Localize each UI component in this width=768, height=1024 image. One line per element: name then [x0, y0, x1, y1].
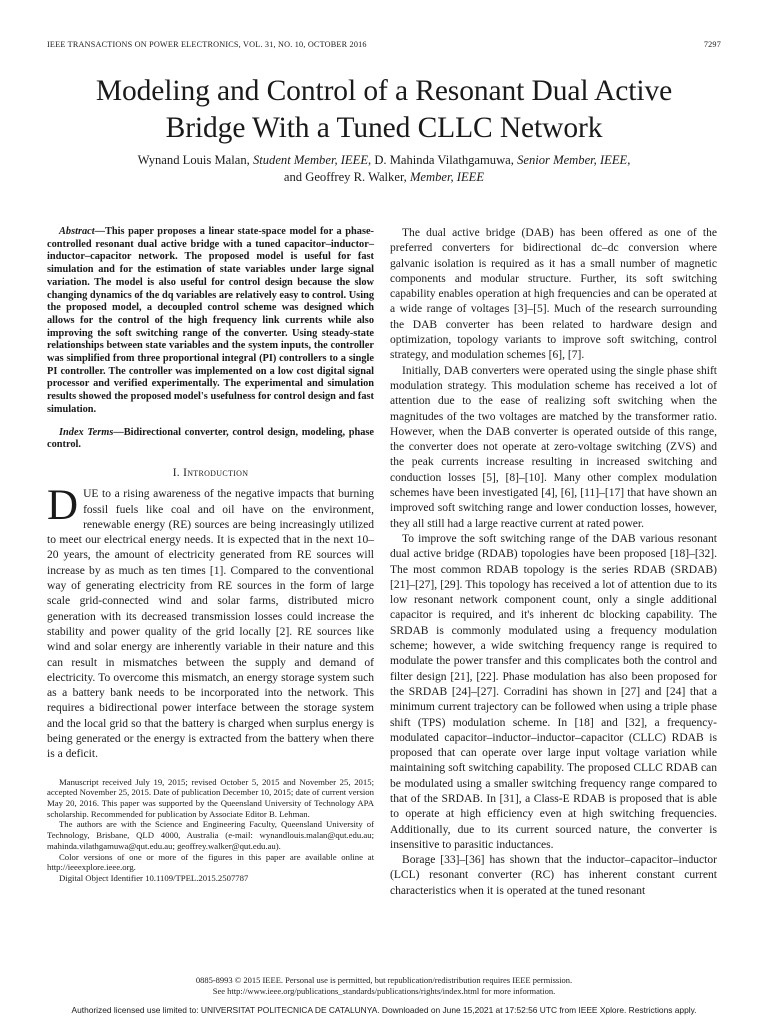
footnote-affiliation: The authors are with the Science and Engineering Faculty, Queensland University of Technology, Brisbane, QLD 4000, Australia (e-mail: wynandlouis.malan@qut.edu.au; mahinda.vilathgamuwa@qut.edu.au; geoffrey.walker@qut.edu.au). — [47, 819, 374, 851]
copyright-line: 0885-8993 © 2015 IEEE. Personal use is permitted, but republication/redistribution requires IEEE permission. — [195, 975, 573, 985]
intro-paragraph — [47, 482, 374, 762]
index-terms-text: —Bidirectional converter, control design, modeling, phase control. — [47, 426, 374, 451]
title-line-2: Bridge With a Tuned CLLC Network — [165, 112, 603, 144]
section-title: Introduction — [183, 466, 249, 479]
body-paragraph: The dual active bridge (DAB) has been offered as one of the preferred converters for bidirectional dc–dc conversion where galvanic isolation is required as it has a small number of magnetic components and modular structure. Further, its soft switching capability enables operation at high frequencies and can be operated at a wide range of voltages [3]–[5]. Much of the research surrounding the DAB converter has been related to hardware design and optimization, topology variants to improve soft switching, control strategy, and modulation schemes [6], [7]. — [390, 227, 717, 362]
index-terms-label: Index Terms — [59, 426, 114, 438]
index-terms — [47, 427, 374, 452]
page-number: 7297 — [703, 40, 721, 49]
author-list — [60, 152, 708, 186]
journal-header: IEEE TRANSACTIONS ON POWER ELECTRONICS, VOL. 31, NO. 10, OCTOBER 2016 — [47, 40, 367, 49]
paper-title — [60, 73, 708, 147]
author-connector: and — [283, 170, 303, 184]
abstract — [47, 226, 374, 417]
intro-paragraph-text: UE to a rising awareness of the negative impacts that burning fossil fuels like coal and oil have on the environment, renewable energy (RE) sources are being increasingly utilized to meet our electrical energy needs. It is expected that in the next 10–20 years, the amount of electricity generated from RE sources will increase by as much as ten times [1]. Compared to the conventional way of generating electricity from RE sources in the form of large scale grid-connected wind and solar farms, distributed micro generation with its decreased transmission losses could increase the stability and power quality of the grid locally [2]. RE sources like wind and solar energy are inherently variable in their nature and this can result in mismatches between the supply and demand of electricity. To overcome this mismatch, an energy storage system such as a battery bank needs to be incorporated into the network. This requires a bidirectional power interface between the storage system and the local grid so that the battery is charged when surplus energy is being generated or the energy is extracted from the battery when there is a deficit. — [47, 488, 374, 761]
author-role: Senior Member, IEEE — [517, 153, 628, 167]
license-notice: Authorized licensed use limited to: UNIVERSITAT POLITECNICA DE CATALUNYA. Downloaded on June 15,2021 at 17:52:56 UTC from IEEE Xplore. Restrictions apply. — [71, 1005, 697, 1015]
abstract-text: —This paper proposes a linear state-space model for a phase-controlled resonant dual active bridge with a tuned capacitor–inductor–inductor–capacitor network. The proposed model is useful for fast simulation and for the estimation of state variables under large signal variation. The model is also useful for control design because the slow changing dynamics of the dq variables are relatively easy to control. Using the proposed model, a decoupled control scheme was designed which allows for the control of the high frequency link currents while also improving the soft switching range of the converter. Using steady-state relationships between state variables and the system inputs, the controller was simplified from three proportional integral (PI) controllers to a single PI controller. The controller was implemented on a low cost digital signal processor and verified experimentally. The experimental and simulation results showed the proposed model's usefulness for control design and fast simulation. — [47, 226, 374, 415]
body-paragraph: To improve the soft switching range of the DAB various resonant dual active bridge (RDAB) topologies have been proposed [18]–[32]. The most common RDAB topology is the series RDAB (SRDAB) [21]–[27], [29]. This topology has received a lot of attention due to its low resonant network component count, only a single additional capacitor is required, and it's inherent dc blocking capability. The SRDAB is commonly modulated using a frequency modulation scheme; however, a wide switching frequency range is required to modulate the power transfer and this complicates both the control and filter design [21], [22]. Phase modulation has also been proposed for the SRDAB [24]–[27]. Corradini has shown in [27] and [24] that a minimum current trajectory can be followed when using a triple phase shift (TPS) modulation scheme. In [18] and [32], a frequency-modulated capacitor–inductor–inductor–capacitor (CLLC) RDAB is proposed that can operate over large input voltage variation while maintaining soft switching capability. The proposed CLLC RDAB can be modulated using a smaller switching frequency range compared to that of the SRDAB. In [31], a Class-E RDAB is proposed that is able to operate at high efficiency even at high switching frequencies. Additionally, due to its current sourced nature, the converter is insensitive to parasitic inductances. — [390, 532, 717, 851]
author-name: Wynand Louis Malan — [137, 153, 247, 167]
abstract-label: Abstract — [59, 226, 95, 237]
author-name: Geoffrey R. Walker — [305, 170, 404, 184]
author-line-2: and Geoffrey R. Walker, Member, IEEE — [283, 170, 485, 184]
footnote-color-note: Color versions of one or more of the figures in this paper are available online at http://ieeexplore.ieee.org. — [47, 851, 374, 873]
drop-cap: D — [47, 482, 79, 530]
left-column — [47, 226, 374, 884]
right-column — [390, 226, 717, 899]
footnote-manuscript: Manuscript received July 19, 2015; revised October 5, 2015 and November 25, 2015; accepted November 25, 2015. Date of publication December 10, 2015; date of current version May 20, 2016. This paper was supported by the Queensland University of Technology APA scholarship. Recommended for publication by Associate Editor B. Lehman. — [47, 776, 374, 819]
running-head — [47, 40, 721, 49]
title-line-1: Modeling and Control of a Resonant Dual Active — [95, 75, 673, 107]
footnote-doi: Digital Object Identifier 10.1109/TPEL.2015.2507787 — [59, 872, 249, 883]
footnotes — [47, 777, 374, 884]
section-heading — [47, 466, 374, 481]
rights-line: See http://www.ieee.org/publications_standards/publications/rights/index.html for more information. — [212, 986, 556, 996]
author-line-1: Wynand Louis Malan, Student Member, IEEE, D. Mahinda Vilathgamuwa, Senior Member, IEEE, — [137, 153, 631, 167]
body-paragraph: Borage [33]–[36] has shown that the inductor–capacitor–inductor (LCL) resonant converter (RC) has inherent constant current characteristics when it is operated at the tuned resonant — [390, 854, 717, 897]
author-role: Student Member, IEEE — [252, 153, 369, 167]
author-name: D. Mahinda Vilathgamuwa — [374, 153, 511, 167]
body-paragraph: Initially, DAB converters were operated using the single phase shift modulation strategy. This modulation scheme has received a lot of attention due to the ease of realizing soft switching when the magnitudes of the two voltages are matched by the transformer ratio. However, when the DAB converter is operated outside of this range, the converter does not operate at zero-voltage switching (ZVS) and the peak currents increase resulting in increased switching and conduction losses [5], [8]–[10]. Many other complex modulation schemes have been investigated [4], [6], [11]–[17] that have shown an improved soft switching range and lower conduction losses, however, they all still had a large reactive current at rated power. — [390, 364, 717, 530]
copyright-notice — [47, 975, 721, 997]
author-role: Member, IEEE — [409, 170, 485, 184]
section-number: I. — [172, 466, 180, 479]
